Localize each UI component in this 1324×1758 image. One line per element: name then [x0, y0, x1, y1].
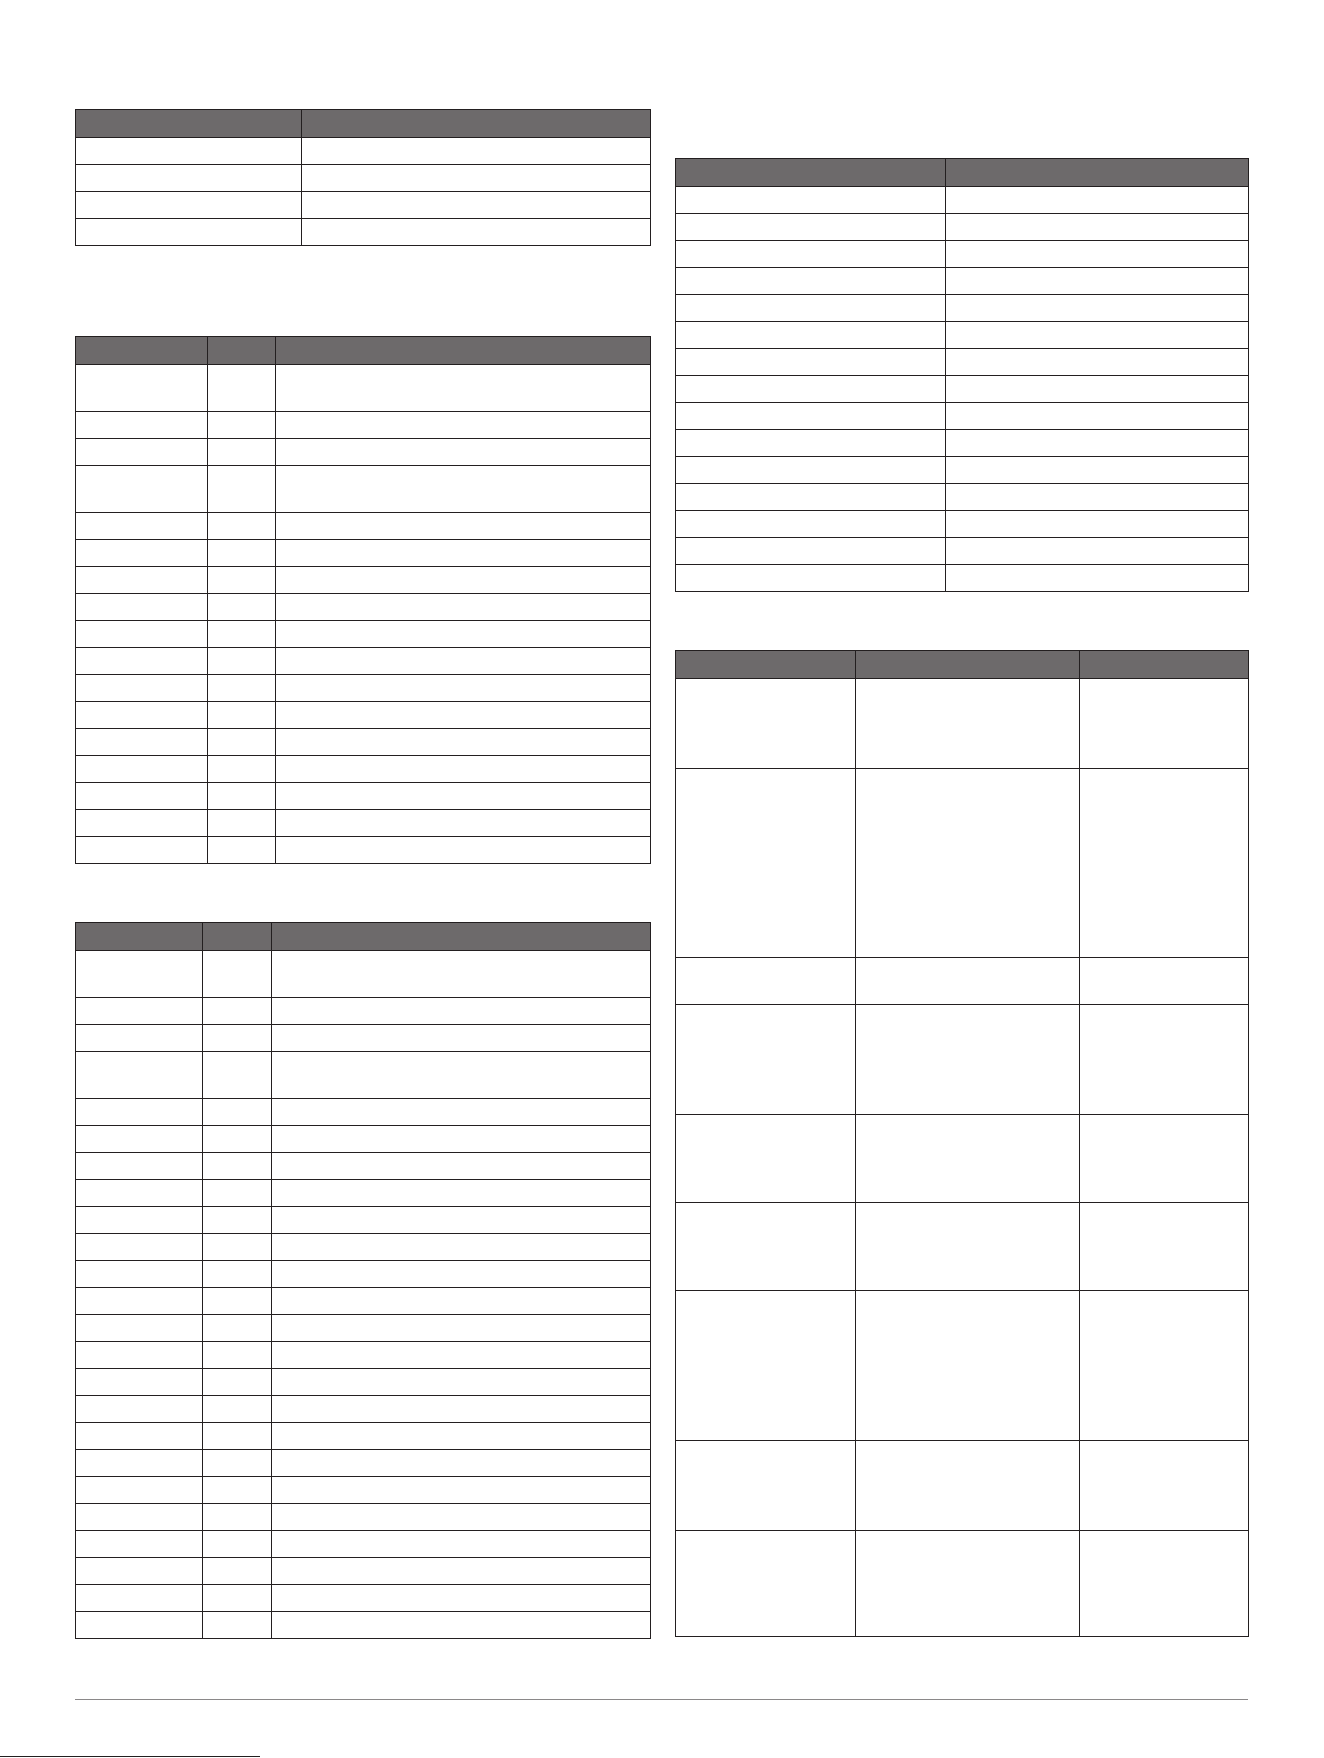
table-cell: [676, 1441, 856, 1531]
table-cell: [76, 1261, 203, 1288]
table-row: [676, 769, 1249, 958]
footer-divider: [75, 1699, 1248, 1700]
table-cell: [676, 1531, 856, 1637]
table-header-row: [76, 923, 651, 951]
table-cell: [676, 457, 946, 484]
table-cell: [276, 837, 651, 864]
table-cell: [76, 1288, 203, 1315]
table-cell: [946, 322, 1249, 349]
table-cell: [276, 567, 651, 594]
table-cell: [203, 1585, 272, 1612]
footnote-rule: [0, 1756, 260, 1757]
table-row: [76, 1450, 651, 1477]
table-cell: [203, 1612, 272, 1639]
table-cell: [676, 214, 946, 241]
table-cell: [203, 1396, 272, 1423]
table-row: [76, 1558, 651, 1585]
table-header-row: [676, 651, 1249, 679]
table-top-right: [675, 158, 1249, 592]
table-cell: [76, 365, 208, 412]
table-cell: [276, 729, 651, 756]
table-cell: [272, 1369, 651, 1396]
table-cell: [76, 192, 302, 219]
table-cell: [946, 214, 1249, 241]
table-cell: [208, 594, 276, 621]
table-cell: [1080, 958, 1249, 1005]
table-cell: [203, 1153, 272, 1180]
table-cell: [272, 998, 651, 1025]
table-cell: [203, 1099, 272, 1126]
column-header: [856, 651, 1080, 679]
table-cell: [276, 810, 651, 837]
table-cell: [676, 538, 946, 565]
table-cell: [76, 648, 208, 675]
column-header: [946, 159, 1249, 187]
table-cell: [203, 1369, 272, 1396]
table-row: [76, 594, 651, 621]
table-row: [76, 998, 651, 1025]
table-cell: [676, 430, 946, 457]
table-cell: [76, 1450, 203, 1477]
table-middle-left: [75, 336, 651, 864]
table-row: [76, 1052, 651, 1099]
table-cell: [208, 439, 276, 466]
table-cell: [203, 1315, 272, 1342]
table-cell: [208, 702, 276, 729]
table-cell: [203, 951, 272, 998]
table-cell: [856, 1115, 1080, 1203]
table-cell: [76, 1153, 203, 1180]
table-cell: [208, 466, 276, 513]
column-header: [76, 337, 208, 365]
table-cell: [76, 1504, 203, 1531]
table-top-left: [75, 109, 651, 246]
table-cell: [76, 756, 208, 783]
table-cell: [946, 403, 1249, 430]
column-header: [276, 337, 651, 365]
table-cell: [856, 679, 1080, 769]
table-cell: [946, 241, 1249, 268]
table-cell: [208, 567, 276, 594]
table-cell: [272, 1450, 651, 1477]
table-row: [676, 430, 1249, 457]
table-cell: [76, 1423, 203, 1450]
table-cell: [676, 1203, 856, 1291]
table-row: [76, 648, 651, 675]
table-cell: [272, 1126, 651, 1153]
table-cell: [76, 1612, 203, 1639]
table-cell: [676, 565, 946, 592]
table-cell: [302, 138, 651, 165]
table-header-row: [676, 159, 1249, 187]
table-cell: [76, 466, 208, 513]
table-cell: [208, 365, 276, 412]
table-cell: [76, 594, 208, 621]
table-row: [676, 511, 1249, 538]
table-cell: [856, 958, 1080, 1005]
table-row: [76, 702, 651, 729]
table-row: [76, 1234, 651, 1261]
table-cell: [302, 219, 651, 246]
table-cell: [676, 1291, 856, 1441]
table-row: [76, 365, 651, 412]
table-row: [76, 951, 651, 998]
table-cell: [76, 702, 208, 729]
table-row: [76, 1315, 651, 1342]
table-row: [76, 439, 651, 466]
table-cell: [856, 769, 1080, 958]
table-row: [676, 376, 1249, 403]
table-cell: [276, 783, 651, 810]
table-cell: [203, 1126, 272, 1153]
table-cell: [272, 1288, 651, 1315]
table-cell: [272, 1153, 651, 1180]
table-row: [676, 1291, 1249, 1441]
table-cell: [1080, 1441, 1249, 1531]
table-cell: [203, 1207, 272, 1234]
table-cell: [276, 439, 651, 466]
table-row: [76, 540, 651, 567]
table-cell: [272, 1342, 651, 1369]
table-cell: [272, 1423, 651, 1450]
table-row: [76, 567, 651, 594]
table-cell: [208, 648, 276, 675]
table-row: [676, 349, 1249, 376]
column-header: [676, 159, 946, 187]
column-header: [76, 110, 302, 138]
table-cell: [676, 349, 946, 376]
table-cell: [276, 702, 651, 729]
table-row: [676, 1203, 1249, 1291]
table-cell: [203, 1423, 272, 1450]
table-cell: [276, 648, 651, 675]
table-row: [76, 810, 651, 837]
table-row: [76, 138, 651, 165]
table-cell: [76, 1585, 203, 1612]
table-cell: [203, 1052, 272, 1099]
table-cell: [208, 729, 276, 756]
table-cell: [76, 1342, 203, 1369]
table-row: [76, 1477, 651, 1504]
table-cell: [676, 268, 946, 295]
table-cell: [276, 540, 651, 567]
table-row: [76, 675, 651, 702]
table-cell: [1080, 769, 1249, 958]
table-cell: [946, 187, 1249, 214]
table-cell: [76, 1396, 203, 1423]
table-cell: [276, 513, 651, 540]
table-row: [676, 565, 1249, 592]
table-cell: [76, 1369, 203, 1396]
table-cell: [946, 295, 1249, 322]
table-cell: [203, 1504, 272, 1531]
table-cell: [302, 192, 651, 219]
table-row: [676, 322, 1249, 349]
column-header: [1080, 651, 1249, 679]
table-cell: [946, 484, 1249, 511]
table-cell: [1080, 1291, 1249, 1441]
table-cell: [676, 769, 856, 958]
column-header: [203, 923, 272, 951]
table-cell: [272, 1315, 651, 1342]
table-row: [676, 958, 1249, 1005]
table-cell: [272, 1207, 651, 1234]
table-cell: [76, 621, 208, 648]
table-cell: [1080, 679, 1249, 769]
table-cell: [272, 1558, 651, 1585]
table-row: [76, 837, 651, 864]
table-row: [676, 268, 1249, 295]
table-cell: [946, 457, 1249, 484]
table-cell: [208, 412, 276, 439]
column-header: [272, 923, 651, 951]
table-cell: [76, 675, 208, 702]
table-cell: [76, 439, 208, 466]
table-row: [76, 219, 651, 246]
table-cell: [208, 540, 276, 567]
table-row: [76, 1261, 651, 1288]
table-cell: [203, 1025, 272, 1052]
table-row: [76, 1423, 651, 1450]
column-header: [676, 651, 856, 679]
table-cell: [676, 958, 856, 1005]
table-cell: [76, 513, 208, 540]
table-cell: [946, 268, 1249, 295]
table-row: [76, 1396, 651, 1423]
table-row: [676, 214, 1249, 241]
table-cell: [208, 837, 276, 864]
table-row: [676, 457, 1249, 484]
table-cell: [272, 1099, 651, 1126]
table-cell: [676, 484, 946, 511]
table-row: [76, 1126, 651, 1153]
table-cell: [946, 538, 1249, 565]
table-row: [76, 165, 651, 192]
table-cell: [76, 412, 208, 439]
table-cell: [1080, 1005, 1249, 1115]
table-cell: [676, 322, 946, 349]
table-cell: [208, 783, 276, 810]
table-cell: [676, 1005, 856, 1115]
table-cell: [272, 1180, 651, 1207]
table-cell: [272, 1025, 651, 1052]
table-header-row: [76, 337, 651, 365]
table-row: [676, 403, 1249, 430]
table-row: [676, 484, 1249, 511]
table-cell: [276, 756, 651, 783]
table-cell: [76, 567, 208, 594]
table-row: [676, 295, 1249, 322]
table-cell: [76, 138, 302, 165]
table-cell: [208, 675, 276, 702]
table-cell: [272, 1396, 651, 1423]
table-cell: [676, 1115, 856, 1203]
table-cell: [76, 165, 302, 192]
table-cell: [856, 1291, 1080, 1441]
table-row: [76, 621, 651, 648]
table-cell: [203, 1234, 272, 1261]
table-cell: [272, 1052, 651, 1099]
table-cell: [946, 565, 1249, 592]
table-cell: [856, 1441, 1080, 1531]
table-cell: [203, 1261, 272, 1288]
table-cell: [946, 349, 1249, 376]
table-cell: [203, 1477, 272, 1504]
table-cell: [76, 998, 203, 1025]
table-cell: [276, 365, 651, 412]
table-cell: [203, 1531, 272, 1558]
table-row: [76, 192, 651, 219]
table-row: [676, 538, 1249, 565]
table-cell: [203, 1450, 272, 1477]
table-cell: [203, 1342, 272, 1369]
table-cell: [208, 810, 276, 837]
table-cell: [76, 1477, 203, 1504]
table-row: [76, 1612, 651, 1639]
table-cell: [946, 511, 1249, 538]
table-row: [76, 1099, 651, 1126]
table-cell: [76, 540, 208, 567]
table-cell: [272, 1531, 651, 1558]
table-cell: [76, 1126, 203, 1153]
table-cell: [272, 951, 651, 998]
table-cell: [856, 1203, 1080, 1291]
table-cell: [676, 679, 856, 769]
table-row: [76, 1207, 651, 1234]
table-cell: [76, 837, 208, 864]
table-cell: [76, 1234, 203, 1261]
table-row: [76, 1585, 651, 1612]
table-cell: [856, 1005, 1080, 1115]
table-cell: [302, 165, 651, 192]
table-cell: [272, 1585, 651, 1612]
table-row: [76, 1288, 651, 1315]
table-cell: [276, 621, 651, 648]
table-cell: [676, 241, 946, 268]
table-cell: [272, 1234, 651, 1261]
column-header: [302, 110, 651, 138]
table-cell: [76, 219, 302, 246]
table-cell: [203, 1288, 272, 1315]
table-row: [76, 412, 651, 439]
table-row: [76, 466, 651, 513]
table-cell: [76, 1558, 203, 1585]
table-cell: [676, 403, 946, 430]
table-row: [76, 1025, 651, 1052]
table-row: [76, 1531, 651, 1558]
table-cell: [76, 1180, 203, 1207]
table-cell: [203, 1558, 272, 1585]
table-cell: [946, 376, 1249, 403]
table-row: [76, 1369, 651, 1396]
table-row: [76, 513, 651, 540]
table-row: [76, 1342, 651, 1369]
table-row: [676, 1531, 1249, 1637]
table-row: [76, 1153, 651, 1180]
table-header-row: [76, 110, 651, 138]
table-cell: [76, 1207, 203, 1234]
table-cell: [76, 1025, 203, 1052]
table-cell: [1080, 1115, 1249, 1203]
table-cell: [76, 783, 208, 810]
table-cell: [272, 1504, 651, 1531]
table-cell: [208, 513, 276, 540]
table-row: [676, 1441, 1249, 1531]
table-cell: [276, 466, 651, 513]
table-row: [676, 1115, 1249, 1203]
table-row: [676, 679, 1249, 769]
table-cell: [76, 1052, 203, 1099]
table-cell: [76, 951, 203, 998]
table-cell: [946, 430, 1249, 457]
table-row: [76, 783, 651, 810]
table-cell: [76, 1531, 203, 1558]
table-cell: [272, 1261, 651, 1288]
table-cell: [208, 621, 276, 648]
table-row: [676, 1005, 1249, 1115]
table-row: [76, 756, 651, 783]
table-cell: [276, 675, 651, 702]
table-cell: [856, 1531, 1080, 1637]
table-row: [76, 729, 651, 756]
table-cell: [208, 756, 276, 783]
table-bottom-left: [75, 922, 651, 1639]
table-cell: [272, 1477, 651, 1504]
table-cell: [676, 187, 946, 214]
table-cell: [203, 998, 272, 1025]
table-cell: [203, 1180, 272, 1207]
table-cell: [76, 1099, 203, 1126]
table-row: [676, 241, 1249, 268]
table-cell: [1080, 1203, 1249, 1291]
table-row: [76, 1180, 651, 1207]
table-row: [76, 1504, 651, 1531]
table-row: [676, 187, 1249, 214]
table-cell: [76, 810, 208, 837]
table-cell: [76, 1315, 203, 1342]
table-cell: [76, 729, 208, 756]
table-cell: [676, 511, 946, 538]
table-bottom-right: [675, 650, 1249, 1637]
table-cell: [676, 376, 946, 403]
column-header: [76, 923, 203, 951]
table-cell: [676, 295, 946, 322]
table-cell: [272, 1612, 651, 1639]
table-cell: [276, 412, 651, 439]
table-cell: [276, 594, 651, 621]
column-header: [208, 337, 276, 365]
table-cell: [1080, 1531, 1249, 1637]
